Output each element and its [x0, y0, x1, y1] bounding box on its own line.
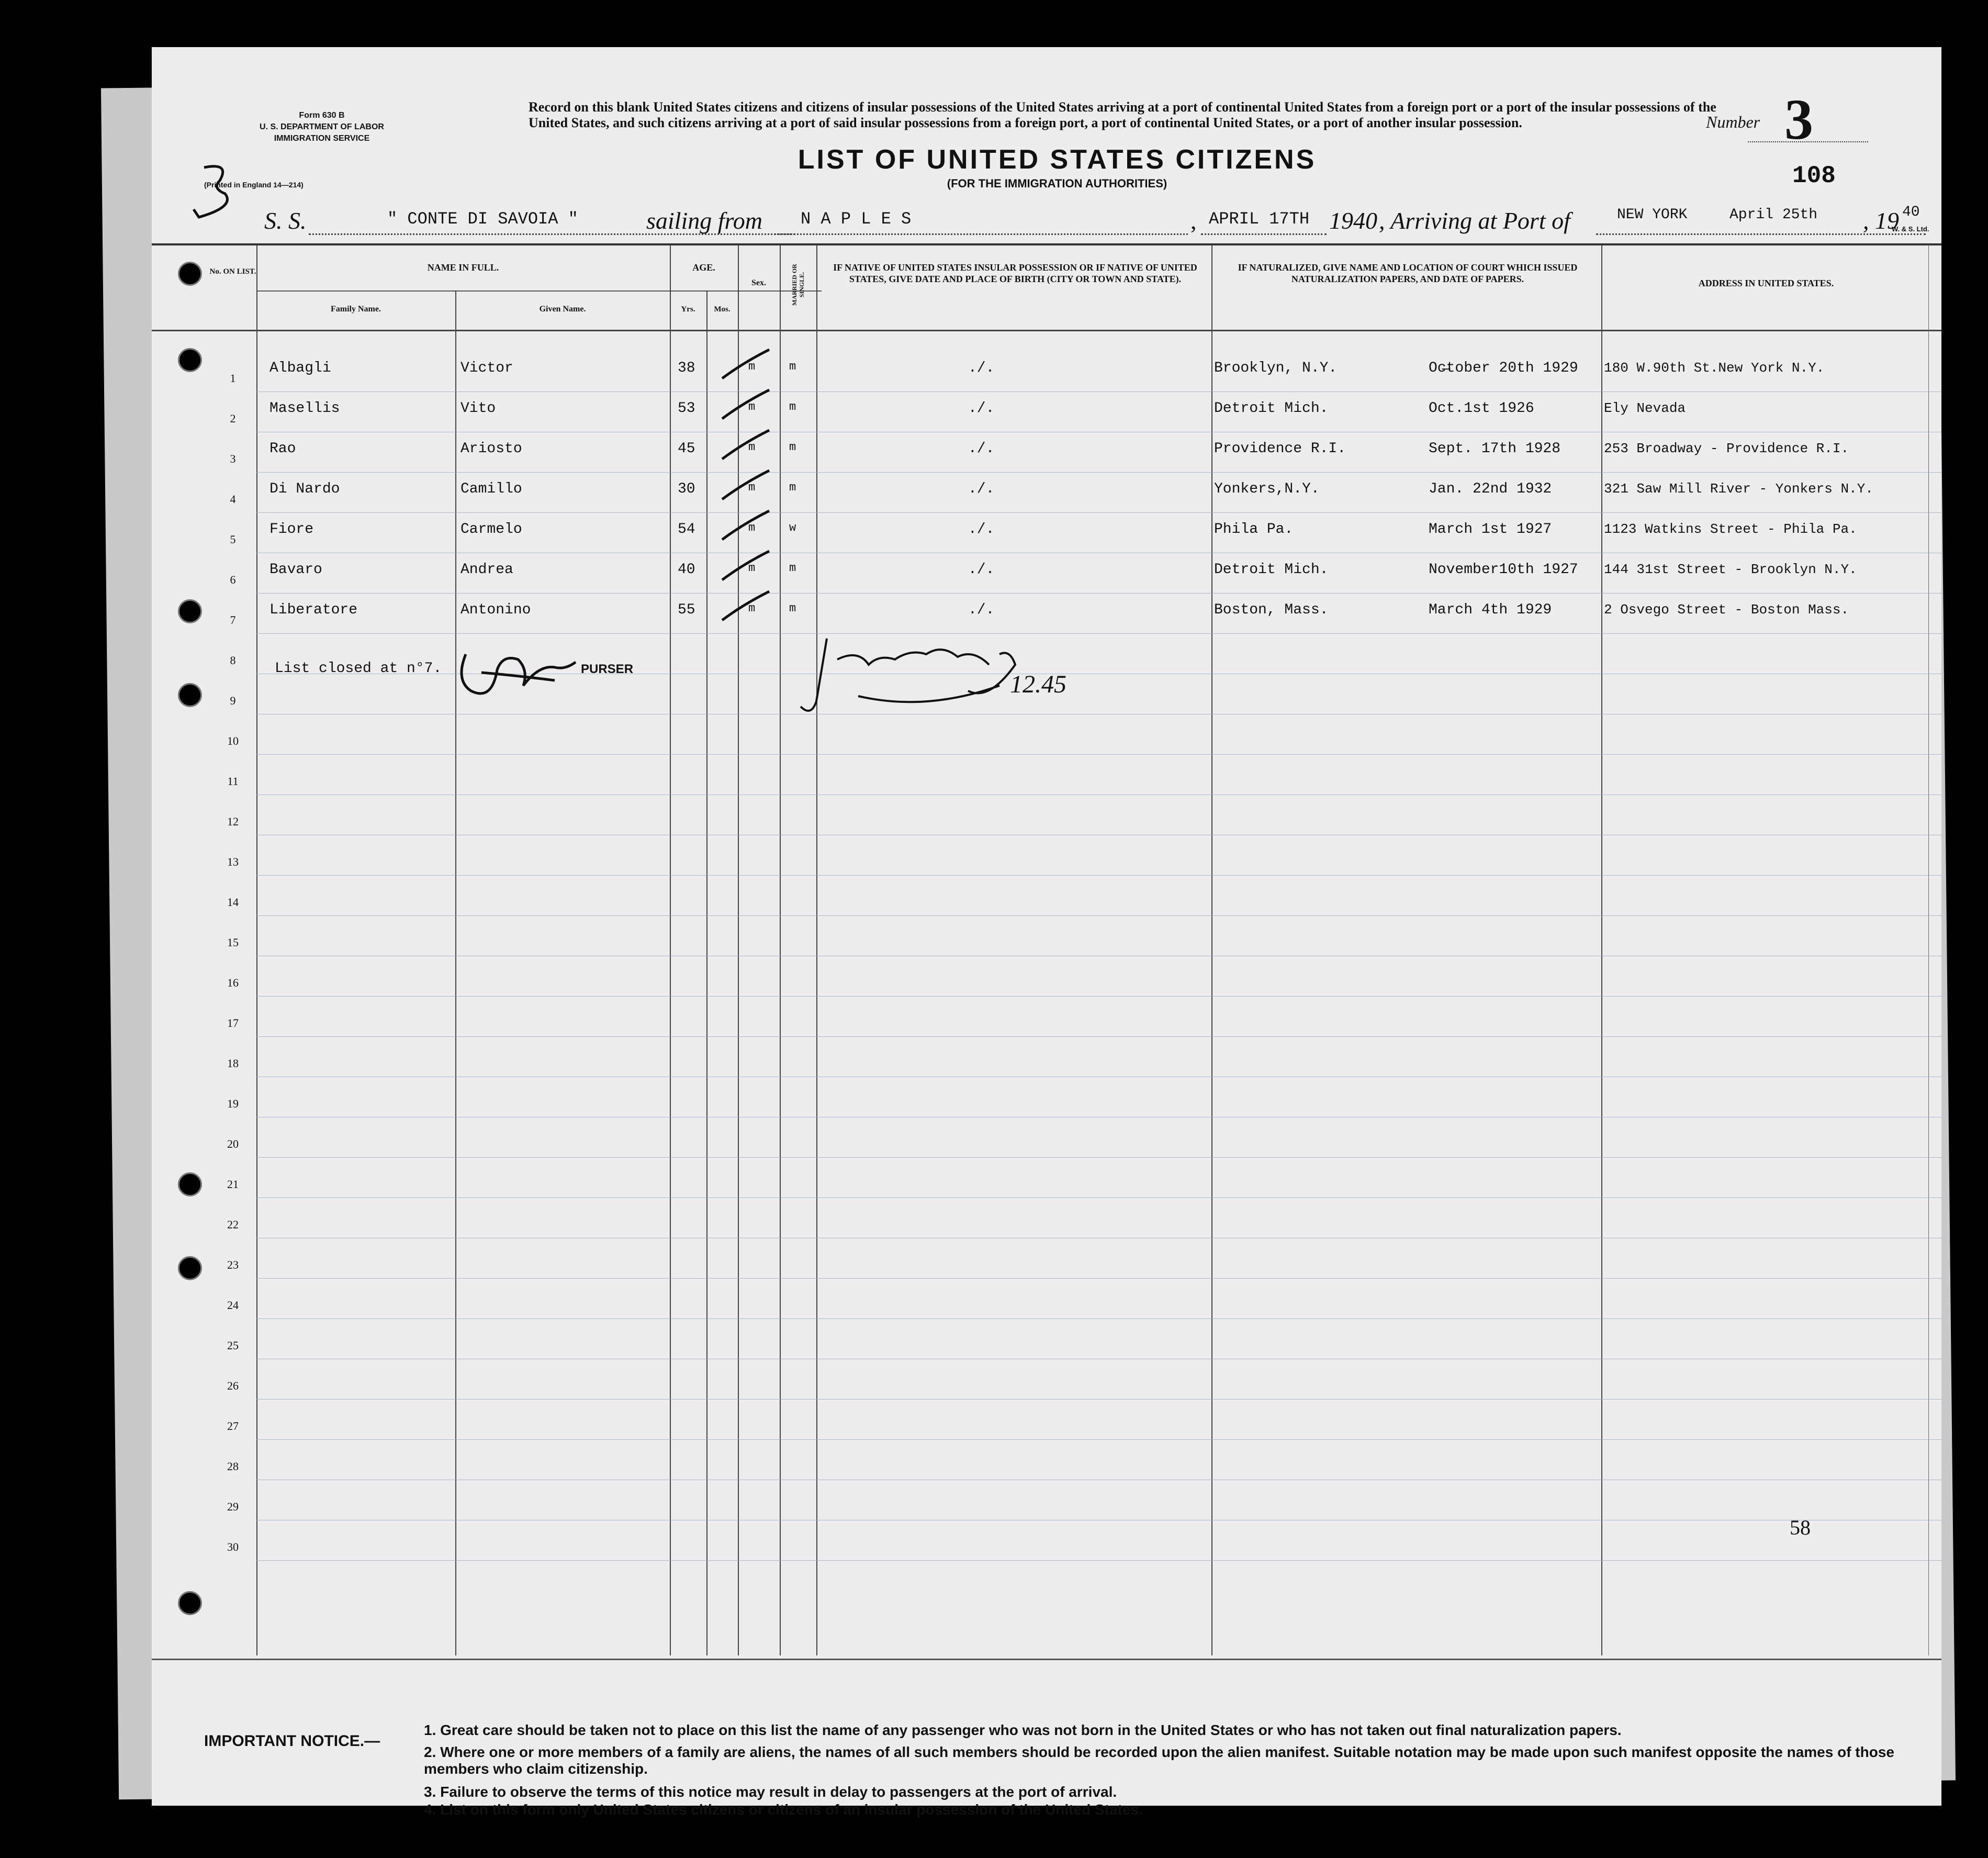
- passenger-marital: m: [789, 562, 796, 575]
- row-number: 22: [227, 1218, 239, 1231]
- notice-item: 2. Where one or more members of a family are aliens, the names of all such members should be recorded upon the alien manifest. Suitable notation may be made upon such manifest opposite the names of those members who claim citizenship.: [424, 1744, 1894, 1777]
- row-rule: [256, 1318, 1941, 1319]
- col-family-header: Family Name.: [331, 305, 381, 314]
- name-subheader-rule: [256, 290, 822, 292]
- passenger-naturalization-date: March 4th 1929: [1429, 602, 1552, 618]
- row-number: 4: [230, 493, 236, 506]
- passenger-address: 253 Broadway - Providence R.I.: [1604, 441, 1849, 456]
- row-number: 12: [227, 815, 239, 828]
- col-divider: [256, 245, 257, 1655]
- sailing-label: sailing from: [646, 207, 762, 234]
- col-age-header: AGE.: [692, 262, 715, 273]
- row-rule: [256, 1399, 1941, 1400]
- passenger-address: 180 W.90th St.New York N.Y.: [1604, 360, 1825, 376]
- passenger-native: ./.: [968, 481, 995, 497]
- passenger-court: Yonkers,N.Y.: [1214, 481, 1320, 497]
- passenger-sex: m: [748, 521, 756, 534]
- passenger-age: 45: [678, 441, 695, 457]
- year-prefix: , 19: [1863, 207, 1899, 234]
- col-divider: [1211, 245, 1212, 1655]
- printer-note: (Printed in England 14—214): [204, 181, 304, 189]
- row-number: 29: [227, 1500, 239, 1513]
- row-number: 13: [227, 855, 239, 868]
- row-rule: [256, 1157, 1941, 1158]
- check-mark: [717, 546, 774, 588]
- row-number: 14: [227, 896, 239, 909]
- number-label: Number: [1706, 113, 1760, 131]
- row-number: 19: [227, 1097, 239, 1110]
- passenger-marital: m: [789, 441, 796, 454]
- row-number: 28: [227, 1460, 239, 1473]
- passenger-family-name: Rao: [269, 441, 296, 457]
- col-yrs-header: Yrs.: [681, 305, 695, 314]
- handwritten-3-mark: [183, 157, 256, 230]
- passenger-sex: m: [748, 360, 756, 373]
- passenger-address: 144 31st Street - Brooklyn N.Y.: [1604, 562, 1857, 577]
- binder-hole: [178, 348, 202, 372]
- passenger-court: Detroit Mich.: [1214, 562, 1329, 578]
- passenger-age: 53: [678, 400, 695, 417]
- ss-label: S. S.: [264, 207, 307, 234]
- row-number: 30: [227, 1540, 239, 1553]
- passenger-marital: w: [789, 521, 796, 534]
- row-rule: [256, 472, 1941, 473]
- col-address-header: ADDRESS IN UNITED STATES.: [1698, 278, 1834, 288]
- row-rule: [256, 1197, 1941, 1198]
- department-name: U. S. DEPARTMENT OF LABOR: [260, 122, 384, 131]
- passenger-family-name: Di Nardo: [269, 481, 340, 497]
- form-id-block: [235, 110, 408, 144]
- passenger-age: 54: [678, 521, 695, 538]
- binder-hole: [178, 1256, 202, 1280]
- row-number: 6: [230, 573, 236, 586]
- passenger-sex: m: [748, 562, 756, 575]
- page-number: 58: [1790, 1516, 1811, 1539]
- passenger-native: ./.: [968, 441, 995, 457]
- arrival-date: April 25th: [1729, 207, 1818, 223]
- col-divider: [816, 245, 817, 1655]
- col-sex-header: Sex.: [751, 278, 766, 287]
- row-number: 23: [227, 1258, 239, 1271]
- ship-name: " CONTE DI SAVOIA ": [387, 209, 578, 229]
- arrival-year: 40: [1902, 204, 1920, 220]
- check-mark: [717, 465, 774, 507]
- row-number: 25: [227, 1339, 239, 1352]
- row-rule: [256, 915, 1941, 916]
- row-number: 27: [227, 1419, 239, 1432]
- passenger-naturalization-date: Jan. 22nd 1932: [1429, 481, 1552, 497]
- passenger-age: 40: [678, 562, 695, 578]
- row-number: 5: [230, 533, 236, 546]
- row-rule: [256, 875, 1941, 876]
- list-closed-note: List closed at n°7.: [275, 661, 442, 677]
- header-bottom-rule: [152, 330, 1941, 331]
- passenger-marital: m: [789, 400, 796, 413]
- table-top-rule: [152, 243, 1941, 245]
- passenger-naturalization-date: November10th 1927: [1429, 562, 1578, 578]
- notice-item: 1. Great care should be taken not to place on this list the name of any passenger who was not born in the United States or who has not taken out final naturalization papers.: [424, 1722, 1622, 1738]
- page-subtitle: (FOR THE IMMIGRATION AUTHORITIES): [947, 177, 1167, 190]
- col-divider: [780, 245, 781, 1655]
- col-native-header: IF NATIVE OF UNITED STATES INSULAR POSSESSION OR IF NATIVE OF UNITED STATES, GIVE DATE AND PLACE OF BIRTH (CITY OR TOWN AND STATE).: [833, 262, 1197, 284]
- col-given-header: Given Name.: [539, 305, 586, 314]
- passenger-sex: m: [748, 441, 756, 454]
- row-number: 7: [230, 613, 236, 626]
- row-number: 21: [227, 1178, 239, 1191]
- from-port: N A P L E S: [801, 209, 912, 229]
- arriving-label: , Arriving at Port of: [1379, 207, 1570, 234]
- binder-hole: [178, 1591, 202, 1615]
- row-number: 20: [227, 1137, 239, 1150]
- check-mark: [717, 506, 774, 547]
- passenger-sex: m: [748, 400, 756, 413]
- row-rule: [256, 1439, 1941, 1440]
- passenger-family-name: Masellis: [269, 400, 340, 417]
- binder-hole: [178, 683, 202, 707]
- passenger-sex: m: [748, 602, 756, 615]
- passenger-given-name: Victor: [461, 360, 513, 376]
- binder-hole: [178, 599, 202, 623]
- check-mark: [717, 586, 774, 628]
- row-number: 11: [227, 775, 239, 788]
- passenger-court: Boston, Mass.: [1214, 602, 1329, 618]
- row-number: 16: [227, 976, 239, 989]
- passenger-age: 55: [678, 602, 695, 618]
- arrival-port: NEW YORK: [1617, 207, 1688, 223]
- row-rule: [256, 593, 1941, 594]
- passenger-naturalization-date: Oc̶tober 20th 1929: [1429, 360, 1578, 376]
- passenger-address: 2 Osvego Street - Boston Mass.: [1604, 602, 1849, 618]
- row-number: 9: [230, 694, 236, 707]
- binder-hole: [178, 262, 202, 286]
- col-mos-header: Mos.: [714, 305, 731, 314]
- col-divider: [706, 290, 707, 1655]
- col-naturalized-header: IF NATURALIZED, GIVE NAME AND LOCATION OF COURT WHICH ISSUED NATURALIZATION PAPERS, AND DATE OF PAPERS.: [1238, 262, 1578, 284]
- service-name: IMMIGRATION SERVICE: [274, 134, 370, 143]
- passenger-address: 321 Saw Mill River - Yonkers N.Y.: [1604, 481, 1873, 497]
- row-number: 1: [230, 372, 236, 385]
- passenger-marital: m: [789, 360, 796, 373]
- col-divider: [1928, 245, 1929, 1655]
- passenger-native: ./.: [968, 400, 995, 417]
- passenger-native: ./.: [968, 602, 995, 618]
- passenger-given-name: Carmelo: [461, 521, 522, 538]
- check-mark: [717, 425, 774, 467]
- col-divider: [670, 245, 671, 1655]
- passenger-naturalization-date: Sept. 17th 1928: [1429, 441, 1561, 457]
- passenger-family-name: Albagli: [269, 360, 331, 376]
- row-number: 18: [227, 1057, 239, 1070]
- sheet-number: 108: [1792, 162, 1836, 189]
- row-rule: [256, 754, 1941, 755]
- row-rule: [256, 794, 1941, 795]
- row-number: 17: [227, 1016, 239, 1029]
- col-married-header: MARRIED OR SINGLE.: [791, 264, 805, 306]
- passenger-age: 38: [678, 360, 695, 376]
- passenger-given-name: Vito: [461, 400, 496, 417]
- passenger-address: 1123 Watkins Street - Phila Pa.: [1604, 521, 1857, 537]
- passenger-naturalization-date: March 1st 1927: [1429, 521, 1552, 538]
- passenger-given-name: Antonino: [461, 602, 531, 618]
- passenger-address: Ely Nevada: [1604, 400, 1686, 416]
- form-number: Form 630 B: [299, 111, 345, 120]
- col-name-header: NAME IN FULL.: [427, 262, 499, 273]
- notice-item: 3. Failure to observe the terms of this notice may result in delay to passengers at the port of arrival.: [424, 1784, 1117, 1800]
- passenger-court: Providence R.I.: [1214, 441, 1346, 457]
- row-number: 24: [227, 1299, 239, 1312]
- check-mark: [717, 385, 774, 427]
- passenger-native: ./.: [968, 562, 995, 578]
- row-number: 2: [230, 412, 236, 425]
- number-value: 3: [1784, 87, 1813, 151]
- passenger-court: Brooklyn, N.Y.: [1214, 360, 1338, 376]
- passenger-marital: m: [789, 602, 796, 615]
- passenger-given-name: Andrea: [461, 562, 513, 578]
- col-no-header: No. ON LIST.: [209, 267, 256, 276]
- notice-item: 4. List on this form only United States citizens or citizens of an insular possession of the United States.: [424, 1801, 1143, 1818]
- passenger-naturalization-date: Oct.1st 1926: [1429, 400, 1534, 417]
- passenger-court: Phila Pa.: [1214, 521, 1294, 538]
- purser-label: PURSER: [581, 662, 634, 676]
- binder-hole: [178, 1172, 202, 1196]
- row-number: 10: [227, 734, 239, 747]
- row-rule: [256, 1036, 1941, 1037]
- row-number: 15: [227, 936, 239, 949]
- passenger-given-name: Ariosto: [461, 441, 522, 457]
- printer-mark: W. & S. Ltd.: [1892, 225, 1929, 233]
- row-rule: [256, 996, 1941, 997]
- passenger-family-name: Bavaro: [269, 562, 322, 578]
- comma-1: ,: [1190, 207, 1197, 234]
- row-number: 3: [230, 452, 236, 465]
- col-divider: [1601, 245, 1602, 1655]
- passenger-court: Detroit Mich.: [1214, 400, 1329, 417]
- departure-date: APRIL 17TH: [1209, 209, 1310, 229]
- passenger-family-name: Liberatore: [269, 602, 358, 618]
- passenger-native: ./.: [968, 521, 995, 538]
- manifest-page: [152, 47, 1941, 1818]
- page-title: LIST OF UNITED STATES CITIZENS: [798, 144, 1317, 175]
- purser-signature: [450, 623, 586, 717]
- check-mark: [717, 344, 774, 386]
- handwritten-time: 12.45: [1010, 670, 1066, 698]
- notice-title: IMPORTANT NOTICE.—: [204, 1732, 380, 1750]
- passenger-sex: m: [748, 481, 756, 494]
- passenger-age: 30: [678, 481, 695, 497]
- col-divider: [455, 290, 456, 1655]
- passenger-marital: m: [789, 481, 796, 494]
- row-rule: [256, 391, 1941, 392]
- passenger-given-name: Camillo: [461, 481, 522, 497]
- passenger-native: ./.: [968, 360, 995, 376]
- row-number: 26: [227, 1379, 239, 1392]
- passenger-family-name: Fiore: [269, 521, 314, 538]
- row-number: 8: [230, 654, 236, 667]
- departure-year: 1940: [1329, 207, 1377, 234]
- row-rule: [256, 512, 1941, 513]
- row-rule: [256, 1278, 1941, 1279]
- record-instructions: Record on this blank United States citizens and citizens of insular possessions of the United States arriving at a port of continental United States from a foreign port or a port of the insular possessions of the United States, and such citizens arriving at a port of said insular possessions from a foreign port, a port of continental United States, or a port of another insular possession.: [529, 99, 1716, 130]
- row-rule: [256, 1560, 1941, 1561]
